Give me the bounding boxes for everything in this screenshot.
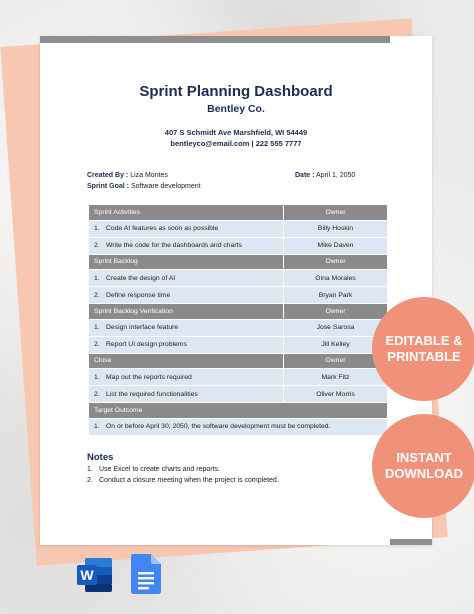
company-contact: bentleyco@email.com | 222 555 7777 (170, 139, 302, 148)
table-row (89, 319, 388, 336)
editable-printable-badge (372, 297, 474, 401)
owner-cell: Gina Morales (284, 270, 388, 287)
section-title: Sprint Backlog Verification (89, 304, 284, 320)
item-number: 2. (94, 291, 100, 299)
task-cell (89, 270, 284, 287)
owner-cell: Bryan Park (284, 287, 388, 304)
task-text: Create the design of AI (106, 274, 176, 282)
created-by (87, 172, 168, 179)
task-cell (89, 386, 284, 403)
table-row (89, 336, 388, 353)
section-title: Sprint Backlog (89, 254, 284, 270)
item-number: 2. (94, 242, 100, 249)
item-number: 1. (94, 423, 100, 430)
table-row (89, 237, 388, 254)
owner-cell: Jose Sarosa (284, 319, 388, 336)
badge-line: DOWNLOAD (385, 466, 463, 481)
task-text: Write the code for the dashboards and charts (106, 242, 242, 249)
item-number: 2. (94, 341, 100, 348)
notes-heading: Notes (87, 452, 114, 463)
task-cell (89, 369, 284, 386)
note-item (87, 477, 279, 484)
instant-download-badge (372, 414, 474, 518)
target-outcome-cell (89, 418, 388, 435)
task-text: Code AI features as soon as possible (106, 225, 219, 232)
owner-cell: Mike Daven (284, 237, 388, 254)
owner-header: Owner (284, 353, 388, 369)
table-row (89, 287, 388, 304)
sprint-plan-table (88, 204, 388, 436)
section-header-row (89, 304, 388, 320)
owner-cell: Mark Fitz (284, 369, 388, 386)
task-cell (89, 237, 284, 254)
owner-cell: Billy Hoskin (284, 220, 388, 237)
table-row (89, 418, 388, 435)
section-header-row (89, 205, 388, 221)
document-date (295, 172, 355, 179)
item-number: 1. (94, 225, 100, 232)
note-text: Use Excel to create charts and reports. (99, 466, 220, 473)
task-text: Map out the reports required (106, 373, 192, 381)
task-cell (89, 220, 284, 237)
table-row (89, 220, 388, 237)
task-text: Report UI design problems (106, 341, 187, 348)
section-title: Close (89, 353, 284, 369)
badge-line: PRINTABLE (387, 349, 461, 364)
created-by-label: Created By : (87, 172, 129, 179)
task-cell (89, 319, 284, 336)
document-title: Sprint Planning Dashboard (139, 83, 333, 100)
owner-header: Owner (284, 254, 388, 270)
section-header-row (89, 353, 388, 369)
company-address: 407 S Schmidt Ave Marshfield, WI 54449 (164, 128, 308, 137)
table-row (89, 386, 388, 403)
date-label: Date : (295, 172, 315, 179)
table-row (89, 369, 388, 386)
task-text: Design interface feature (106, 324, 179, 331)
task-text: Define response time (106, 291, 171, 299)
task-cell (89, 287, 284, 304)
sprint-goal-value: Software development (130, 183, 201, 190)
microsoft-word-icon (76, 556, 114, 594)
company-name: Bentley Co. (207, 103, 265, 115)
note-number: 1. (87, 466, 93, 473)
google-docs-icon (131, 554, 161, 594)
badge-line: EDITABLE & (385, 333, 463, 348)
section-header-row (89, 254, 388, 270)
owner-cell: Oliver Morris (284, 386, 388, 403)
owner-header: Owner (284, 205, 388, 221)
created-by-value: Liza Montes (130, 172, 168, 179)
task-text: List the required functionalities (106, 390, 198, 398)
item-number: 1. (94, 324, 100, 331)
note-number: 2. (87, 477, 93, 484)
item-number: 1. (94, 373, 100, 381)
word-letter: W (80, 567, 94, 583)
note-item (87, 466, 220, 473)
note-text: Conduct a closure meeting when the project is completed. (99, 477, 279, 484)
item-number: 1. (94, 274, 100, 282)
table-row (89, 270, 388, 287)
task-cell (89, 336, 284, 353)
section-header-row (89, 403, 388, 419)
owner-header: Owner (284, 304, 388, 320)
owner-cell: Jill Kelley (284, 336, 388, 353)
sprint-goal (87, 183, 201, 190)
date-value: April 1, 2050 (316, 172, 356, 179)
section-title: Sprint Activities (89, 205, 284, 221)
sprint-goal-label: Sprint Goal : (87, 183, 129, 190)
item-number: 2. (94, 390, 100, 398)
top-accent-bar (40, 36, 390, 43)
target-outcome-title: Target Outcome (89, 403, 388, 419)
badge-line: INSTANT (396, 450, 452, 465)
target-outcome-text: On or before April 30, 2050, the software development must be completed. (106, 423, 331, 430)
bottom-accent-bar (390, 539, 432, 545)
